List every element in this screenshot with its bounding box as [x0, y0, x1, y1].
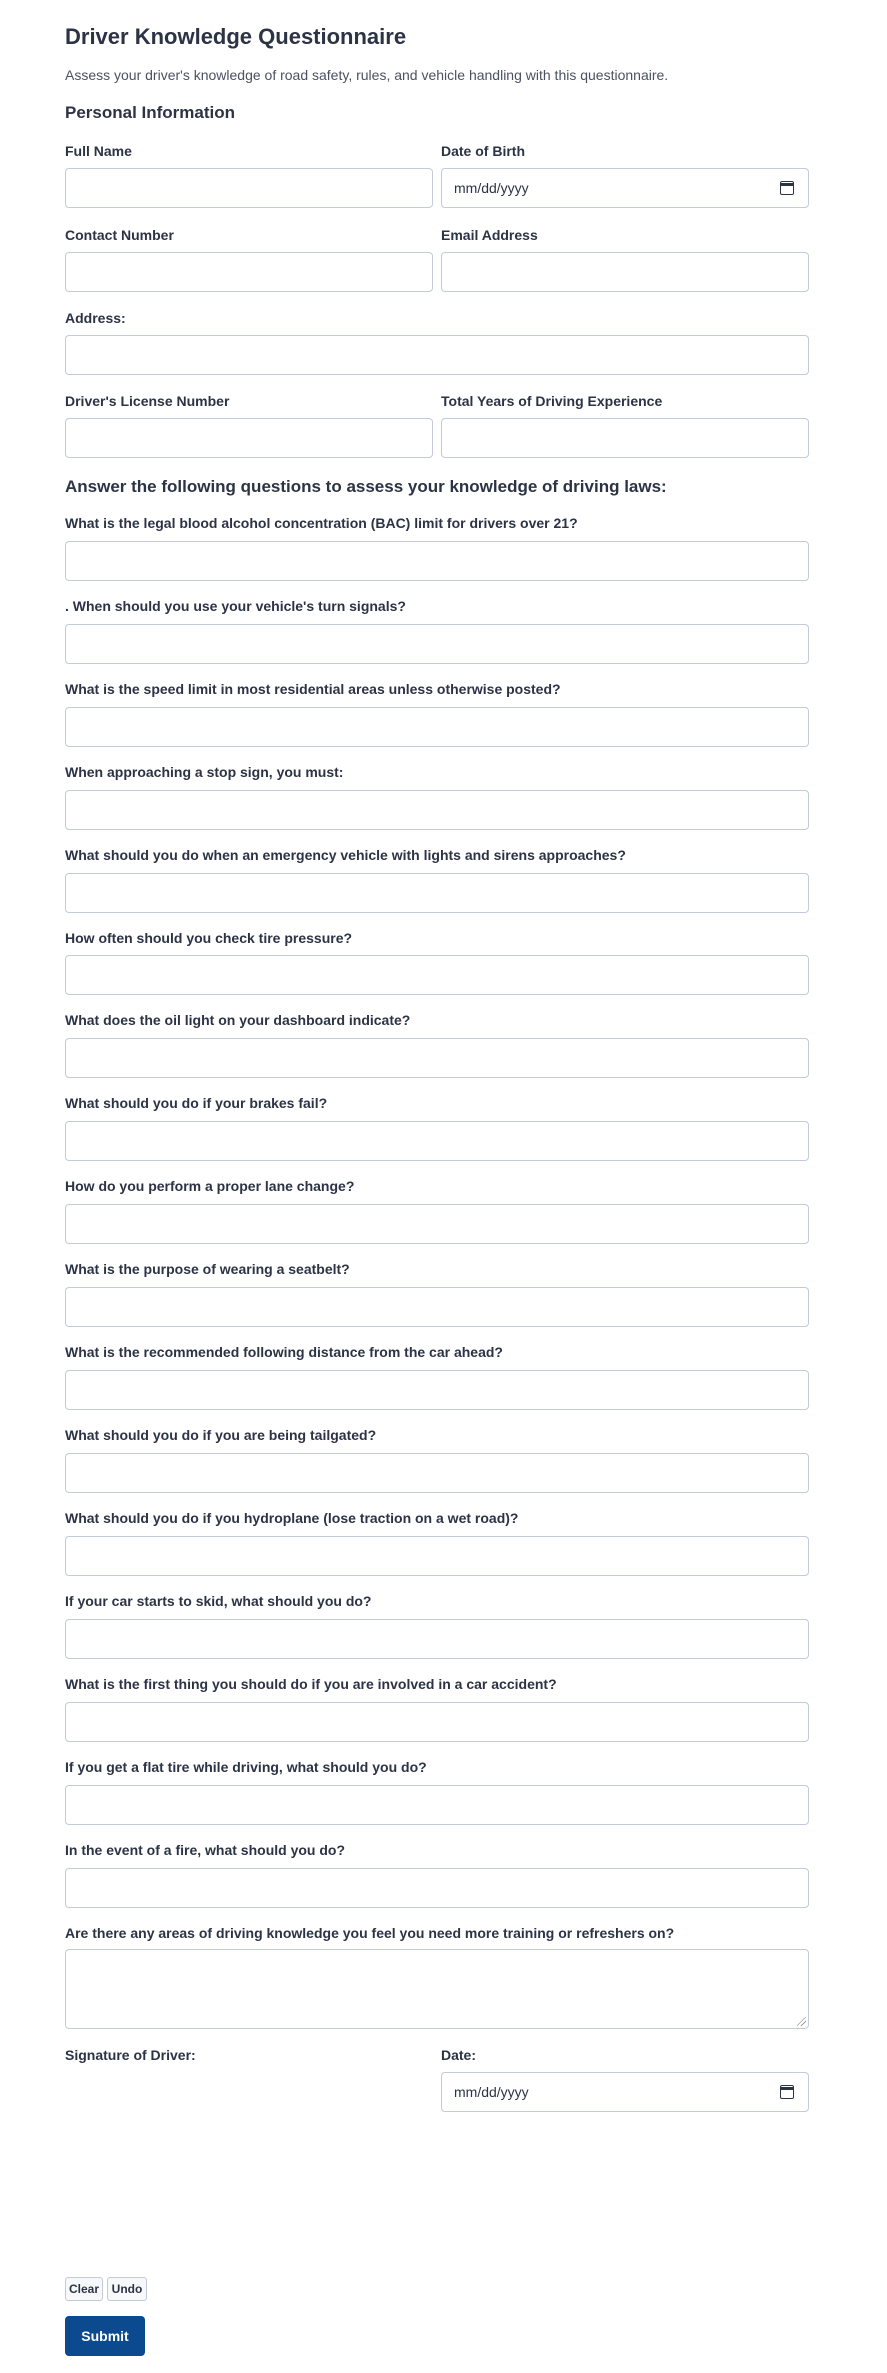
address-label: Address: [65, 310, 126, 326]
question-answer-input[interactable] [65, 1121, 809, 1161]
question-label: What should you do if you are being tailgated? [65, 1427, 377, 1443]
question-answer-input[interactable] [65, 955, 809, 995]
question-answer-input[interactable] [65, 624, 809, 664]
question-label: What is the legal blood alcohol concentration (BAC) limit for drivers over 21? [65, 515, 578, 531]
training-question-label: Are there any areas of driving knowledge you feel you need more training or refreshers on? [65, 1925, 675, 1941]
question-answer-input[interactable] [65, 1702, 809, 1742]
dob-date-input[interactable] [441, 168, 809, 208]
question-label: What is the purpose of wearing a seatbelt? [65, 1261, 350, 1277]
calendar-icon[interactable] [780, 2085, 794, 2099]
question-label: In the event of a fire, what should you do? [65, 1842, 346, 1858]
email-input[interactable] [441, 252, 809, 292]
signature-pad[interactable] [65, 2072, 433, 2272]
license-number-input[interactable] [65, 418, 433, 458]
form-description: Assess your driver's knowledge of road safety, rules, and vehicle handling with this questionnaire. [65, 67, 669, 83]
question-label: How often should you check tire pressure? [65, 930, 353, 946]
signature-date-placeholder: mm/dd/yyyy [454, 2084, 529, 2100]
full-name-input[interactable] [65, 168, 433, 208]
question-answer-input[interactable] [65, 1785, 809, 1825]
question-answer-input[interactable] [65, 1619, 809, 1659]
form-title: Driver Knowledge Questionnaire [65, 24, 407, 49]
question-answer-input[interactable] [65, 1287, 809, 1327]
contact-number-input[interactable] [65, 252, 433, 292]
question-label: What is the recommended following distance from the car ahead? [65, 1344, 503, 1360]
personal-info-heading: Personal Information [65, 103, 236, 122]
question-label: How do you perform a proper lane change? [65, 1178, 355, 1194]
question-label: What should you do when an emergency vehicle with lights and sirens approaches? [65, 847, 626, 863]
question-answer-input[interactable] [65, 1204, 809, 1244]
signature-date-input[interactable] [441, 2072, 809, 2112]
question-label: If your car starts to skid, what should you do? [65, 1593, 372, 1609]
resize-handle-icon[interactable] [797, 2017, 806, 2026]
contact-number-label: Contact Number [65, 227, 174, 243]
question-label: What does the oil light on your dashboard indicate? [65, 1012, 411, 1028]
license-number-label: Driver's License Number [65, 393, 230, 409]
question-label: What is the first thing you should do if you are involved in a car accident? [65, 1676, 557, 1692]
email-label: Email Address [441, 227, 538, 243]
question-label: If you get a flat tire while driving, what should you do? [65, 1759, 427, 1775]
question-answer-input[interactable] [65, 1868, 809, 1908]
signature-label: Signature of Driver: [65, 2047, 196, 2063]
question-answer-input[interactable] [65, 707, 809, 747]
training-textarea[interactable] [65, 1949, 809, 2029]
question-label: What should you do if you hydroplane (lose traction on a wet road)? [65, 1510, 519, 1526]
signature-date-label: Date: [441, 2047, 477, 2063]
dob-label: Date of Birth [441, 143, 525, 159]
experience-input[interactable] [441, 418, 809, 458]
question-answer-input[interactable] [65, 1453, 809, 1493]
undo-signature-button[interactable]: Undo [107, 2277, 147, 2301]
address-input[interactable] [65, 335, 809, 375]
question-answer-input[interactable] [65, 541, 809, 581]
question-answer-input[interactable] [65, 1370, 809, 1410]
dob-placeholder: mm/dd/yyyy [454, 180, 529, 196]
clear-signature-button[interactable]: Clear [65, 2277, 103, 2301]
question-answer-input[interactable] [65, 873, 809, 913]
full-name-label: Full Name [65, 143, 132, 159]
question-label: . When should you use your vehicle's turn signals? [65, 598, 406, 614]
question-label: What is the speed limit in most residential areas unless otherwise posted? [65, 681, 561, 697]
calendar-icon[interactable] [780, 181, 794, 195]
question-label: When approaching a stop sign, you must: [65, 764, 344, 780]
question-answer-input[interactable] [65, 1038, 809, 1078]
experience-label: Total Years of Driving Experience [441, 393, 663, 409]
knowledge-heading: Answer the following questions to assess your knowledge of driving laws: [65, 477, 667, 496]
question-answer-input[interactable] [65, 790, 809, 830]
submit-button[interactable]: Submit [65, 2316, 145, 2356]
question-label: What should you do if your brakes fail? [65, 1095, 328, 1111]
question-answer-input[interactable] [65, 1536, 809, 1576]
